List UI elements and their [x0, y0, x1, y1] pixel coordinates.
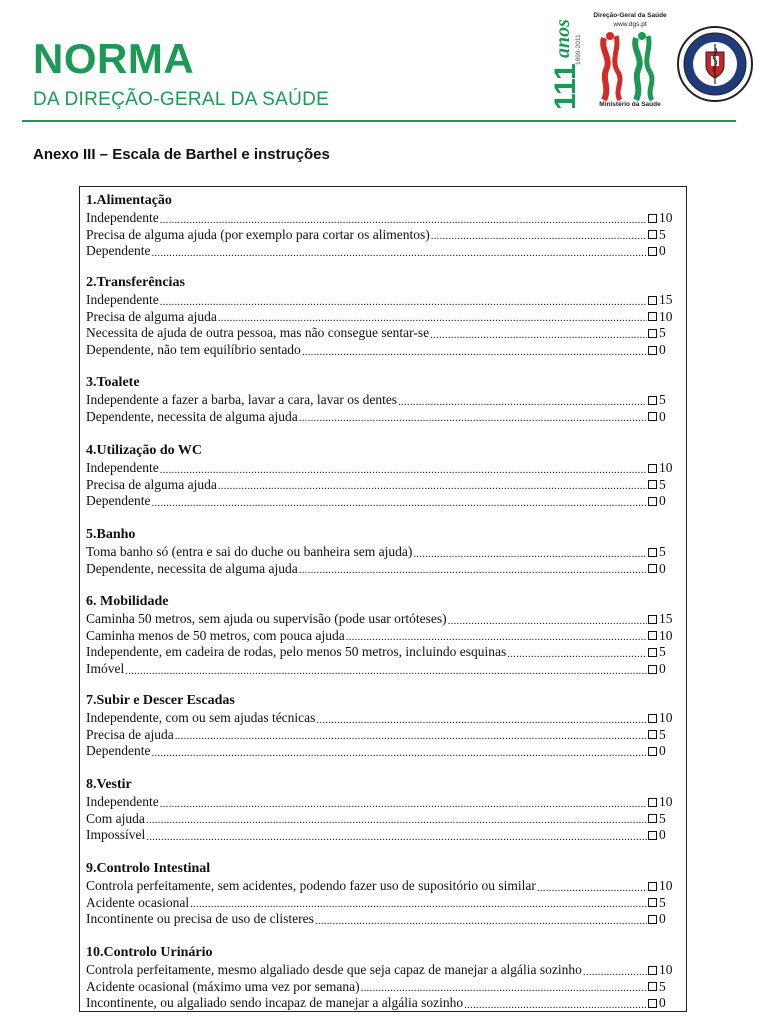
- score-option[interactable]: [648, 979, 680, 996]
- item-label: Caminha 50 metros, sem ajuda ou supervisão (pode usar ortóteses): [86, 610, 447, 626]
- item-label: Dependente, não tem equilíbrio sentado: [86, 342, 301, 358]
- checkbox-icon[interactable]: [648, 999, 657, 1008]
- leader-dots: [190, 897, 647, 911]
- anniversary-word: anos: [552, 19, 574, 58]
- item-label: Independente: [86, 793, 159, 809]
- section-vestir: [86, 777, 680, 844]
- score-option[interactable]: [648, 309, 680, 326]
- checkbox-icon[interactable]: [648, 214, 657, 223]
- checkbox-icon[interactable]: [648, 831, 657, 840]
- section-title: 10.Controlo Urinário: [86, 945, 213, 960]
- score-option[interactable]: [648, 811, 680, 828]
- checkbox-icon[interactable]: [648, 396, 657, 405]
- score-row: [86, 710, 680, 727]
- score-option[interactable]: [648, 710, 680, 727]
- leader-dots: [175, 729, 647, 743]
- score-row: [86, 309, 680, 326]
- points-value: 10: [659, 308, 673, 324]
- score-option[interactable]: [648, 292, 680, 309]
- leader-dots: [218, 311, 647, 325]
- score-option[interactable]: [648, 243, 680, 260]
- leader-dots: [413, 547, 647, 561]
- points-value: 0: [659, 661, 666, 677]
- checkbox-icon[interactable]: [648, 346, 657, 355]
- checkbox-icon[interactable]: [648, 714, 657, 723]
- leader-dots: [346, 630, 647, 644]
- item-label: Independente: [86, 209, 159, 225]
- leader-dots: [464, 998, 647, 1012]
- leader-dots: [299, 411, 647, 425]
- score-row: [86, 477, 680, 494]
- anniversary-111-graphic: [547, 10, 583, 110]
- score-row: [86, 493, 680, 510]
- score-row: [86, 392, 680, 409]
- section-title: 9.Controlo Intestinal: [86, 861, 211, 876]
- points-value: 0: [659, 408, 666, 424]
- checkbox-icon[interactable]: [648, 329, 657, 338]
- item-label: Imóvel: [86, 661, 125, 677]
- points-value: 0: [659, 827, 666, 843]
- header-divider: [22, 120, 736, 122]
- checkbox-icon[interactable]: [648, 480, 657, 489]
- item-label: Dependente, necessita de alguma ajuda: [86, 408, 298, 424]
- item-label: Incontinente, ou algaliado sendo incapaz de manejar a algália sozinho: [86, 995, 464, 1011]
- score-row: [86, 743, 680, 760]
- item-label: Dependente, necessita de alguma ajuda: [86, 560, 298, 576]
- checkbox-icon[interactable]: [648, 312, 657, 321]
- score-option[interactable]: [648, 911, 680, 928]
- section-utilizacao-wc: [86, 443, 680, 510]
- points-value: 10: [659, 209, 673, 225]
- checkbox-icon[interactable]: [648, 615, 657, 624]
- section-title: 6. Mobilidade: [86, 594, 169, 609]
- score-row: [86, 661, 680, 678]
- checkbox-icon[interactable]: [648, 747, 657, 756]
- points-value: 10: [659, 627, 673, 643]
- score-option[interactable]: [648, 895, 680, 912]
- annex-title: Anexo III – Escala de Barthel e instruções: [33, 146, 330, 163]
- points-value: 10: [659, 793, 673, 809]
- dgs-org-name: Direção-Geral da Saúde: [593, 12, 667, 19]
- score-row: [86, 409, 680, 426]
- leader-dots: [398, 395, 647, 409]
- score-option[interactable]: [648, 743, 680, 760]
- checkbox-icon[interactable]: [648, 247, 657, 256]
- score-option[interactable]: [648, 794, 680, 811]
- leader-dots: [299, 563, 647, 577]
- section-mobilidade: [86, 594, 680, 678]
- section-alimentacao: [86, 193, 680, 260]
- score-option[interactable]: [648, 392, 680, 409]
- checkbox-icon[interactable]: [648, 882, 657, 891]
- score-row: [86, 210, 680, 227]
- leader-dots: [431, 229, 647, 243]
- leader-dots: [151, 746, 647, 760]
- score-option[interactable]: [648, 544, 680, 561]
- item-label: Independente, com ou sem ajudas técnicas: [86, 709, 316, 725]
- item-label: Impossível: [86, 827, 146, 843]
- points-value: 0: [659, 342, 666, 358]
- leader-dots: [430, 328, 647, 342]
- leader-dots: [316, 713, 647, 727]
- item-label: Precisa de alguma ajuda (por exemplo para cortar os alimentos): [86, 226, 430, 242]
- points-value: 0: [659, 243, 666, 259]
- checkbox-icon[interactable]: [648, 648, 657, 657]
- points-value: 5: [659, 894, 666, 910]
- score-row: [86, 292, 680, 309]
- section-banho: [86, 527, 680, 577]
- points-value: 10: [659, 459, 673, 475]
- checkbox-icon[interactable]: [648, 631, 657, 640]
- section-transferencias: [86, 275, 680, 359]
- anniversary-logo: [547, 10, 583, 110]
- leader-dots: [125, 664, 647, 678]
- norma-subtitle: DA DIREÇÃO-GERAL DA SAÚDE: [33, 89, 330, 110]
- score-option[interactable]: [648, 628, 680, 645]
- item-label: Dependente: [86, 743, 151, 759]
- leader-dots: [218, 479, 647, 493]
- score-option[interactable]: [648, 644, 680, 661]
- score-row: [86, 644, 680, 661]
- checkbox-icon[interactable]: [648, 497, 657, 506]
- points-value: 0: [659, 560, 666, 576]
- score-option[interactable]: [648, 827, 680, 844]
- leader-dots: [160, 213, 647, 227]
- score-row: [86, 962, 680, 979]
- points-value: 0: [659, 911, 666, 927]
- leader-dots: [160, 797, 647, 811]
- checkbox-icon[interactable]: [648, 464, 657, 473]
- score-row: [86, 342, 680, 359]
- section-title: 3.Toalete: [86, 375, 140, 390]
- item-label: Necessita de ajuda de outra pessoa, mas não consegue sentar-se: [86, 325, 430, 341]
- leader-dots: [146, 813, 647, 827]
- score-row: [86, 325, 680, 342]
- points-value: 5: [659, 978, 666, 994]
- checkbox-icon[interactable]: [648, 665, 657, 674]
- norma-title: NORMA: [33, 35, 195, 82]
- score-row: [86, 243, 680, 260]
- section-title: 1.Alimentação: [86, 193, 172, 208]
- points-value: 5: [659, 325, 666, 341]
- item-label: Incontinente ou precisa de uso de clisteres: [86, 911, 314, 927]
- item-label: Independente, em cadeira de rodas, pelo menos 50 metros, incluindo esquinas: [86, 644, 507, 660]
- score-option[interactable]: [648, 493, 680, 510]
- leader-dots: [537, 881, 647, 895]
- dgs-logo: [590, 12, 670, 112]
- score-row: [86, 227, 680, 244]
- points-value: 5: [659, 476, 666, 492]
- score-option[interactable]: [648, 409, 680, 426]
- score-option[interactable]: [648, 661, 680, 678]
- points-value: 10: [659, 961, 673, 977]
- score-row: [86, 878, 680, 895]
- points-value: 5: [659, 543, 666, 559]
- score-option[interactable]: [648, 227, 680, 244]
- item-label: Precisa de ajuda: [86, 726, 174, 742]
- item-label: Independente: [86, 291, 159, 307]
- score-row: [86, 628, 680, 645]
- section-controlo-urinario: [86, 945, 680, 1012]
- score-row: [86, 811, 680, 828]
- item-label: Acidente ocasional: [86, 894, 190, 910]
- item-label: Acidente ocasional (máximo uma vez por semana): [86, 978, 360, 994]
- score-row: [86, 611, 680, 628]
- score-option[interactable]: [648, 878, 680, 895]
- item-label: Caminha menos de 50 metros, com pouca ajuda: [86, 627, 345, 643]
- page-header: [0, 0, 768, 124]
- section-controlo-intestinal: [86, 861, 680, 928]
- leader-dots: [583, 965, 647, 979]
- score-row: [86, 911, 680, 928]
- item-label: Com ajuda: [86, 810, 145, 826]
- score-row: [86, 544, 680, 561]
- checkbox-icon[interactable]: [648, 915, 657, 924]
- score-option[interactable]: [648, 325, 680, 342]
- checkbox-icon[interactable]: [648, 564, 657, 573]
- checkbox-icon[interactable]: [648, 814, 657, 823]
- points-value: 5: [659, 644, 666, 660]
- score-option[interactable]: [648, 342, 680, 359]
- points-value: 5: [659, 226, 666, 242]
- points-value: 10: [659, 877, 673, 893]
- score-row: [86, 895, 680, 912]
- section-title: 7.Subir e Descer Escadas: [86, 693, 235, 708]
- leader-dots: [361, 981, 647, 995]
- dgs-figures-icon: [590, 30, 670, 102]
- section-escadas: [86, 693, 680, 760]
- score-option[interactable]: [648, 611, 680, 628]
- score-row: [86, 561, 680, 578]
- ministry-label: Ministério da Saúde: [599, 101, 661, 108]
- points-value: 10: [659, 709, 673, 725]
- score-option[interactable]: [648, 727, 680, 744]
- score-row: [86, 460, 680, 477]
- item-label: Independente a fazer a barba, lavar a cara, lavar os dentes: [86, 391, 398, 407]
- item-label: Controla perfeitamente, mesmo algaliado desde que seja capaz de manejar a algália sozinho: [86, 961, 582, 977]
- score-option[interactable]: [648, 962, 680, 979]
- leader-dots: [151, 496, 647, 510]
- score-option[interactable]: [648, 460, 680, 477]
- checkbox-icon[interactable]: [648, 798, 657, 807]
- checkbox-icon[interactable]: [648, 982, 657, 991]
- checkbox-icon[interactable]: [648, 412, 657, 421]
- checkbox-icon[interactable]: [648, 966, 657, 975]
- checkbox-icon[interactable]: [648, 548, 657, 557]
- points-value: 0: [659, 493, 666, 509]
- section-title: 4.Utilização do WC: [86, 443, 203, 458]
- score-row: [86, 995, 680, 1012]
- item-label: Toma banho só (entra e sai do duche ou banheira sem ajuda): [86, 543, 413, 559]
- dgs-url: www.dgs.pt: [613, 21, 647, 28]
- item-label: Controla perfeitamente, sem acidentes, podendo fazer uso de supositório ou similar: [86, 877, 536, 893]
- points-value: 0: [659, 743, 666, 759]
- leader-dots: [315, 914, 647, 928]
- score-option[interactable]: [648, 477, 680, 494]
- item-label: Precisa de alguma ajuda: [86, 308, 217, 324]
- points-value: 15: [659, 291, 673, 307]
- points-value: 5: [659, 391, 666, 407]
- points-value: 5: [659, 726, 666, 742]
- checkbox-icon[interactable]: [648, 230, 657, 239]
- checkbox-icon[interactable]: [648, 296, 657, 305]
- leader-dots: [160, 463, 647, 477]
- score-row: [86, 727, 680, 744]
- item-label: Independente: [86, 459, 159, 475]
- points-value: 5: [659, 810, 666, 826]
- checkbox-icon[interactable]: [648, 898, 657, 907]
- ordem-medicos-seal: [676, 22, 754, 106]
- score-row: [86, 979, 680, 996]
- section-title: 5.Banho: [86, 527, 136, 542]
- points-value: 15: [659, 610, 673, 626]
- checkbox-icon[interactable]: [648, 730, 657, 739]
- score-option[interactable]: [648, 210, 680, 227]
- section-title: 8.Vestir: [86, 777, 132, 792]
- leader-dots: [160, 295, 647, 309]
- seal-icon: [676, 22, 754, 106]
- item-label: Precisa de alguma ajuda: [86, 476, 217, 492]
- score-row: [86, 827, 680, 844]
- section-title: 2.Transferências: [86, 275, 185, 290]
- score-option[interactable]: [648, 561, 680, 578]
- section-toalete: [86, 375, 680, 425]
- leader-dots: [448, 614, 647, 628]
- leader-dots: [146, 830, 647, 844]
- anniversary-years: 1899-2011: [575, 34, 582, 65]
- leader-dots: [302, 345, 647, 359]
- item-label: Dependente: [86, 243, 151, 259]
- item-label: Dependente: [86, 493, 151, 509]
- points-value: 0: [659, 995, 666, 1011]
- leader-dots: [507, 647, 647, 661]
- anniversary-number: 111: [549, 63, 582, 110]
- leader-dots: [151, 246, 647, 260]
- score-option[interactable]: [648, 995, 680, 1012]
- score-row: [86, 794, 680, 811]
